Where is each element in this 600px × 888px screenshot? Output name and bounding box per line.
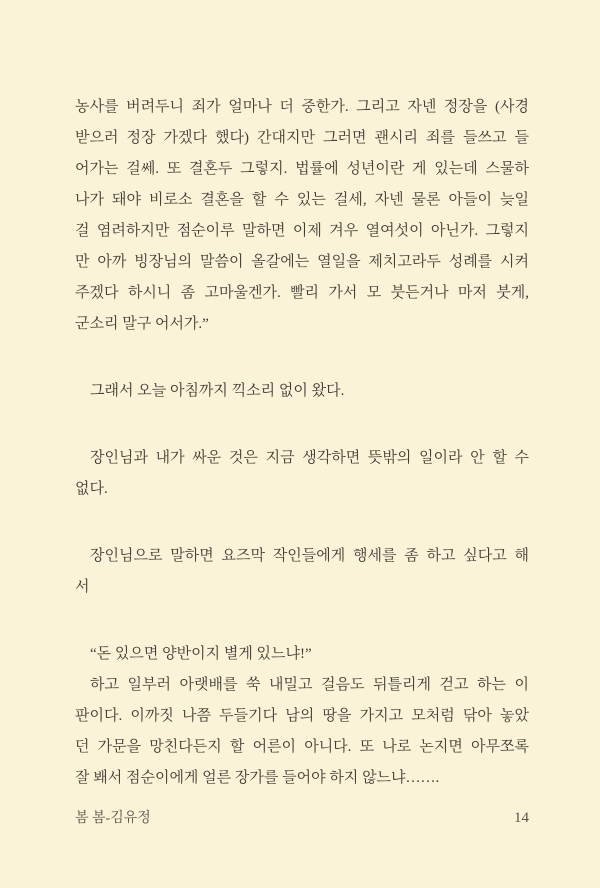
- text-line: 판이다. 이까짓 나쯤 두들기다 남의 땅을 가지고 모처럼 닦아 놓았: [75, 708, 529, 724]
- text-line: 하고 일부러 아랫배를 쑥 내밀고 걸음도 뒤틀리게 걷고 하는 이: [90, 677, 529, 693]
- paragraph: [75, 541, 529, 603]
- text-line: 만 아까 빙장님의 말씀이 올갈에는 열일을 제치고라두 성례를 시켜: [75, 254, 529, 270]
- text-line: 장인님과 내가 싸운 것은 지금 생각하면 뜻밖의 일이라 안 할 수: [90, 450, 529, 466]
- paragraph: [75, 376, 529, 407]
- text-line: 잘 봬서 점순이에게 얼른 장가를 들어야 하지 않느냐…….: [75, 770, 440, 786]
- paragraph: [75, 670, 529, 794]
- text-line: 군소리 말구 어서가.”: [75, 316, 209, 332]
- text-line: 없다.: [75, 481, 108, 497]
- text-line: 걸 염려하지만 점순이루 말하면 이제 겨우 열여섯이 아닌가. 그렇지: [75, 223, 529, 239]
- text-line: 서: [75, 579, 90, 595]
- text-line: 어가는 걸쎄. 또 결혼두 그렇지. 법률에 성년이란 게 있는데 스물하: [75, 161, 529, 177]
- text-line: “돈 있으면 양반이지 별게 있느냐!”: [90, 646, 312, 662]
- text-line: 나가 돼야 비로소 결혼을 할 수 있는 걸세, 자넨 물론 아들이 늦일: [75, 192, 529, 208]
- paragraph: [75, 92, 529, 340]
- text-line: 주겠다 하시니 좀 고마울겐가. 빨리 가서 모 붓든거나 마저 붓게,: [75, 285, 529, 301]
- book-title: 봄 봄-김유정: [75, 811, 151, 826]
- text-line: 받으러 정장 가겠다 했다) 간대지만 그러면 괜시리 죄를 들쓰고 들: [75, 130, 529, 146]
- page-number: 14: [514, 810, 529, 826]
- paragraph: [75, 639, 529, 670]
- paragraph: [75, 443, 529, 505]
- text-line: 그래서 오늘 아침까지 끽소리 없이 왔다.: [90, 383, 345, 399]
- text-line: 던 가문을 망친다든지 할 어른이 아니다. 또 나로 논지면 아무쪼록: [75, 739, 529, 755]
- text-line: 장인님으로 말하면 요즈막 작인들에게 행세를 좀 하고 싶다고 해: [90, 548, 529, 564]
- page-text-area: [75, 92, 529, 794]
- text-line: 농사를 버려두니 죄가 얼마나 더 중한가. 그리고 자넨 정장을 (사경: [75, 99, 529, 115]
- page-footer: [75, 806, 529, 831]
